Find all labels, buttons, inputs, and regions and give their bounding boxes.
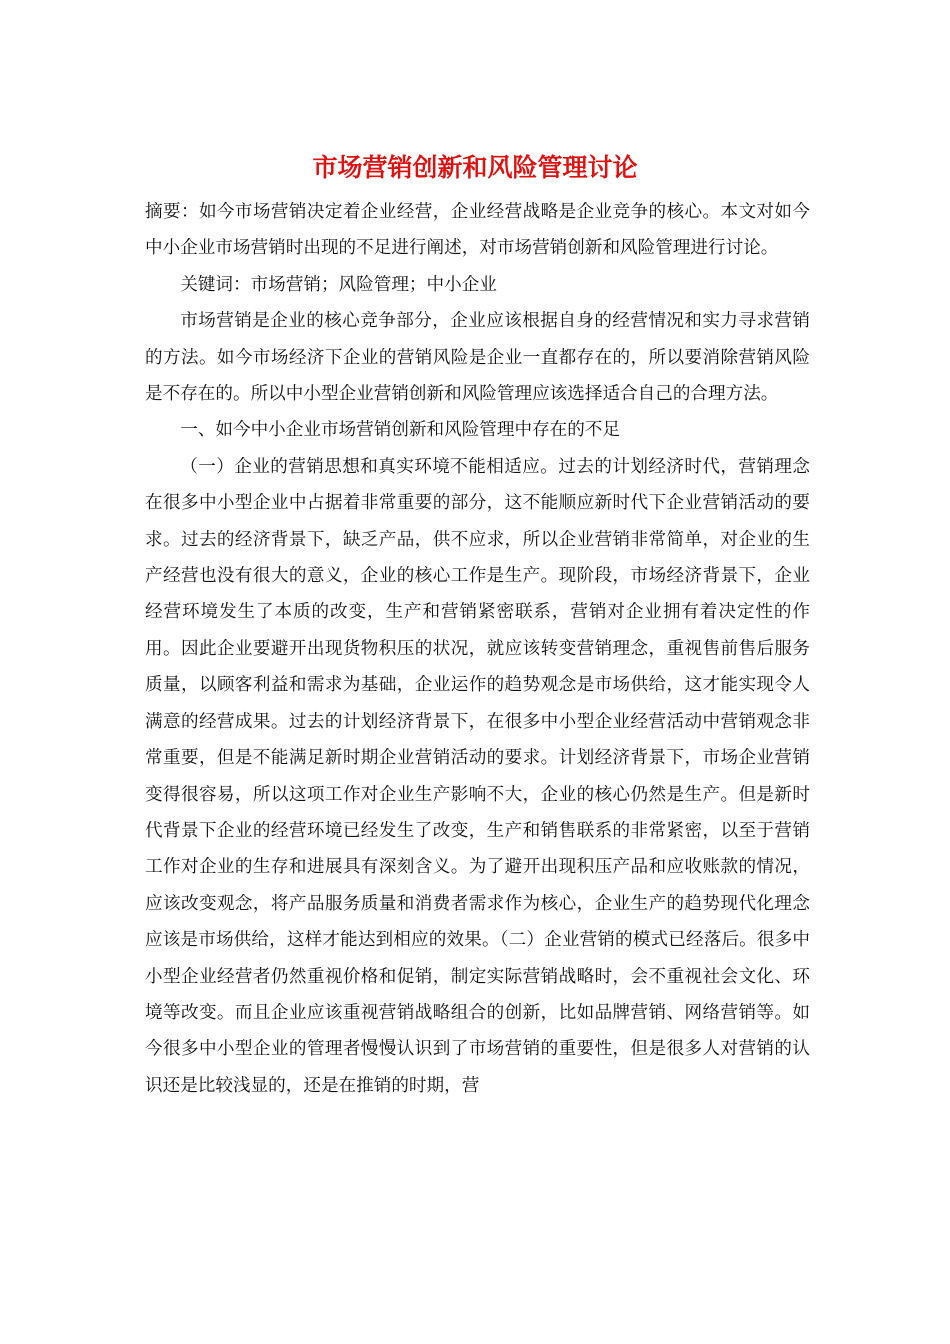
keywords-paragraph: 关键词：市场营销；风险管理；中小企业 <box>180 274 497 295</box>
section-heading-1: 一、如今中小企业市场营销创新和风险管理中存在的不足 <box>180 420 621 441</box>
abstract-paragraph: 摘要：如今市场营销决定着企业经营，企业经营战略是企业竞争的核心。本文对如今中小企业市场营销时出现的不足进行阐述，对市场营销创新和风险管理进行讨论。 <box>145 202 810 259</box>
body-paragraph-section-1: （一）企业的营销思想和真实环境不能相适应。过去的计划经济时代，营销理念在很多中小型企业中占据着非常重要的部分，这不能顺应新时代下企业营销活动的要求。过去的经济背景下，缺乏产品，供不应求，所以企业营销非常简单，对企业的生产经营也没有很大的意义，企业的核心工作是生产。现阶段，市场经济背景下，企业经营环境发生了本质的改变，生产和营销紧密联系，营销对企业拥有着决定性的作用。因此企业要避开出现货物积压的状况，就应该转变营销理念，重视售前售后服务质量，以顾客利益和需求为基础，企业运作的趋势观念是市场供给，这才能实现令人满意的经营成果。过去的计划经济背景下，在很多中小型企业经营活动中营销观念非常重要，但是不能满足新时期企业营销活动的要求。计划经济背景下，市场企业营销变得很容易，所以这项工作对企业生产影响不大，企业的核心仍然是生产。但是新时代背景下企业的经营环境已经发生了改变，生产和销售联系的非常紧密，以至于营销工作对企业的生存和进展具有深刻含义。为了避开出现积压产品和应收账款的情况，应该改变观念，将产品服务质量和消费者需求作为核心，企业生产的趋势现代化理念应该是市场供给，这样才能达到相应的效果。（二）企业营销的模式已经落后。很多中小型企业经营者仍然重视价格和促销，制定实际营销战略时，会不重视社会文化、环境等改变。而且企业应该重视营销战略组合的创新，比如品牌营销、网络营销等。如今很多中小型企业的管理者慢慢认识到了市场营销的重要性，但是很多人对营销的认识还是比较浅显的，还是在推销的时期，营 <box>145 456 810 1096</box>
document-title: 市场营销创新和风险管理讨论 <box>312 153 638 182</box>
body-paragraph-intro: 市场营销是企业的核心竞争部分，企业应该根据自身的经营情况和实力寻求营销的方法。如今市场经济下企业的营销风险是企业一直都存在的，所以要消除营销风险是不存在的。所以中小型企业营销创新和风险管理应该选择适合自己的合理方法。 <box>145 311 810 405</box>
document-body <box>145 194 810 1104</box>
